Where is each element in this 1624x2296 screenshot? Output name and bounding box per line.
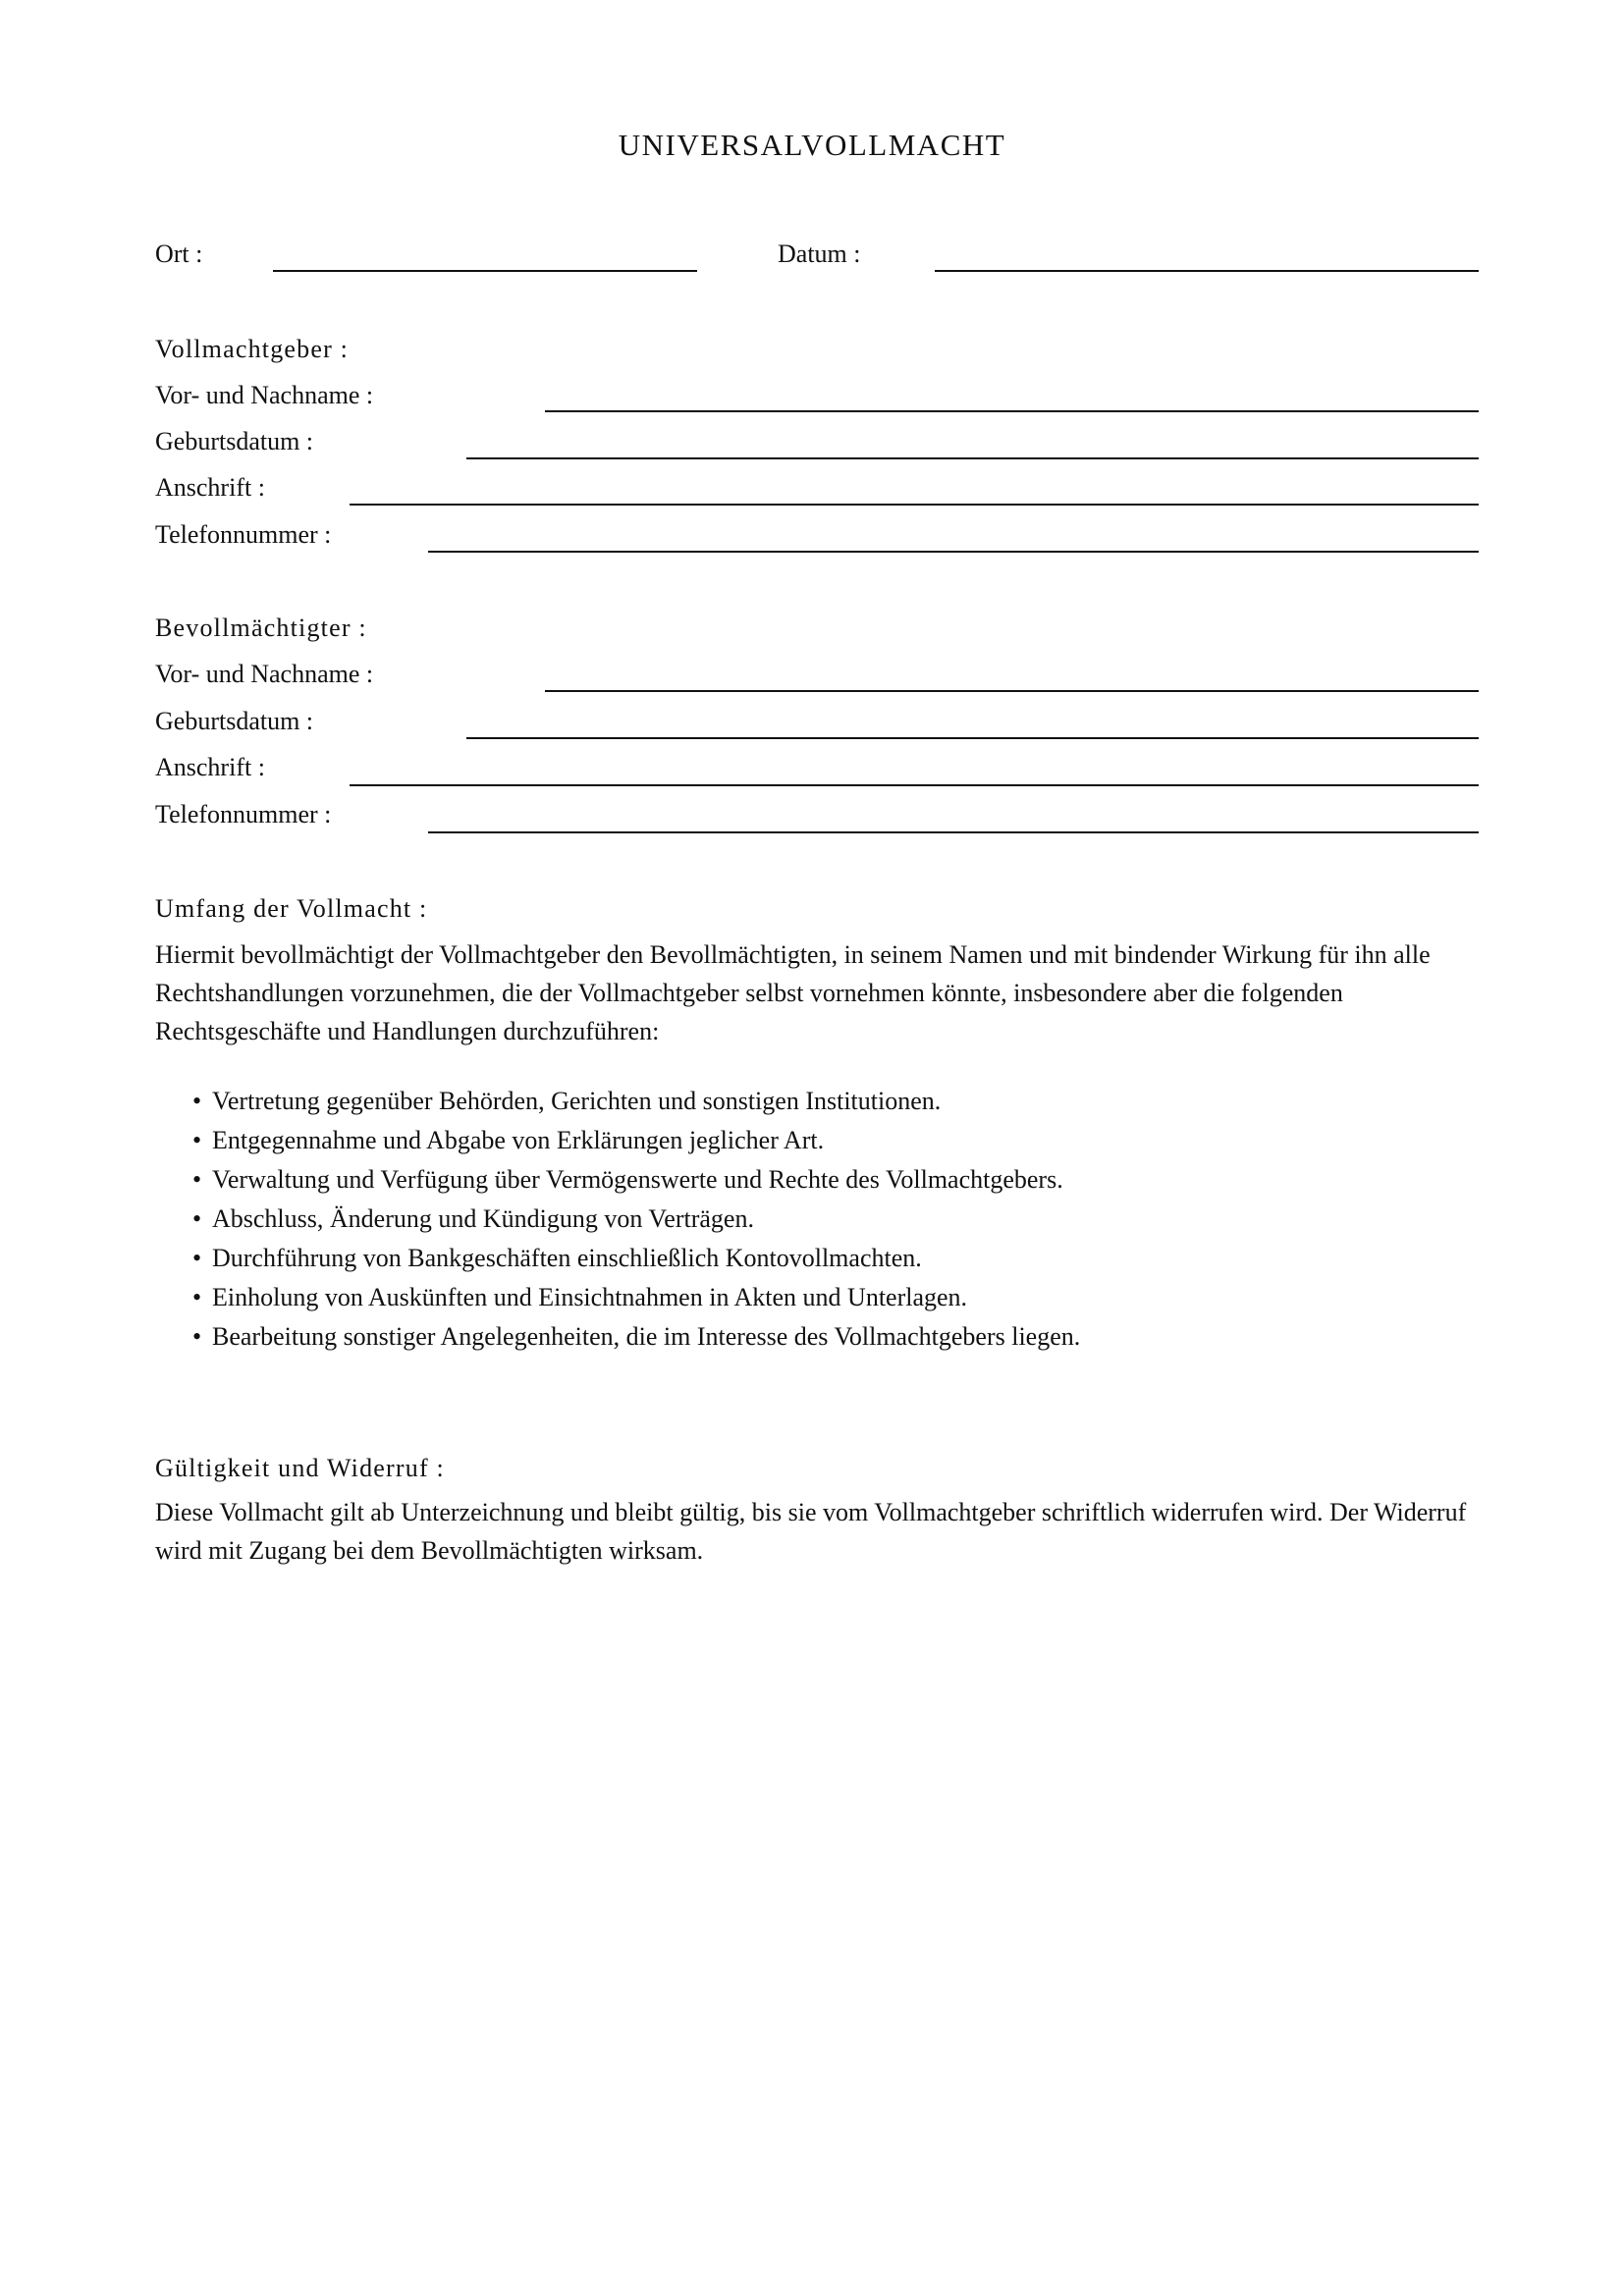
bullet-icon: • [192,1165,202,1194]
attorney-birthdate-label: Geburtsdatum : [155,707,314,735]
list-item-text: Bearbeitung sonstiger Angelegenheiten, die im Interesse des Vollmachtgebers liegen. [212,1322,1081,1351]
scope-list [192,1082,1469,1357]
validity-heading: Gültigkeit und Widerruf : [155,1454,445,1482]
grantor-name-label: Vor- und Nachname : [155,381,374,409]
grantor-address-label: Anschrift : [155,473,265,502]
bullet-icon: • [192,1283,202,1311]
list-item-text: Abschluss, Änderung und Kündigung von Verträgen. [212,1204,754,1233]
attorney-heading: Bevollmächtigter : [155,614,367,642]
attorney-address-label: Anschrift : [155,753,265,781]
list-item-text: Verwaltung und Verfügung über Vermögenswerte und Rechte des Vollmachtgebers. [212,1165,1063,1194]
grantor-phone-field-line[interactable] [428,551,1479,553]
attorney-phone-label: Telefonnummer : [155,800,332,828]
attorney-address-field-line[interactable] [350,784,1479,786]
grantor-name-field-line[interactable] [545,410,1479,412]
list-item [192,1082,1469,1121]
list-item [192,1239,1469,1278]
list-item [192,1160,1469,1200]
date-field-line[interactable] [935,270,1479,272]
place-label: Ort : [155,240,203,268]
scope-heading: Umfang der Vollmacht : [155,894,428,923]
grantor-address-field-line[interactable] [350,504,1479,506]
date-label: Datum : [778,240,861,268]
document-title: UNIVERSALVOLLMACHT [618,128,1006,162]
grantor-heading: Vollmachtgeber : [155,335,350,363]
list-item-text: Einholung von Auskünften und Einsichtnahmen in Akten und Unterlagen. [212,1283,968,1311]
list-item [192,1121,1469,1160]
list-item-text: Entgegennahme und Abgabe von Erklärungen jeglicher Art. [212,1126,825,1154]
bullet-icon: • [192,1322,202,1351]
grantor-birthdate-field-line[interactable] [466,457,1479,459]
attorney-name-label: Vor- und Nachname : [155,660,374,688]
place-field-line[interactable] [273,270,697,272]
bullet-icon: • [192,1204,202,1233]
attorney-phone-field-line[interactable] [428,831,1479,833]
grantor-phone-label: Telefonnummer : [155,520,332,549]
attorney-birthdate-field-line[interactable] [466,737,1479,739]
list-item-text: Vertretung gegenüber Behörden, Gerichten und sonstigen Institutionen. [212,1087,942,1115]
attorney-name-field-line[interactable] [545,690,1479,692]
bullet-icon: • [192,1087,202,1115]
bullet-icon: • [192,1126,202,1154]
bullet-icon: • [192,1244,202,1272]
list-item [192,1200,1469,1239]
validity-paragraph: Diese Vollmacht gilt ab Unterzeichnung und bleibt gültig, bis sie vom Vollmachtgeber schriftlich widerrufen wird. Der Widerruf wird mit Zugang bei dem Bevollmächtigten wirksam. [155,1498,1467,1565]
scope-paragraph: Hiermit bevollmächtigt der Vollmachtgeber den Bevollmächtigten, in seinem Namen und mit bindender Wirkung für ihn alle Rechtshandlungen vorzunehmen, die der Vollmachtgeber selbst vornehmen könnte, insbesondere aber die folgenden Rechtsgeschäfte und Handlungen durchzuführen: [155,940,1431,1045]
list-item-text: Durchführung von Bankgeschäften einschließlich Kontovollmachten. [212,1244,922,1272]
list-item [192,1278,1469,1317]
list-item [192,1317,1469,1357]
grantor-birthdate-label: Geburtsdatum : [155,427,314,455]
